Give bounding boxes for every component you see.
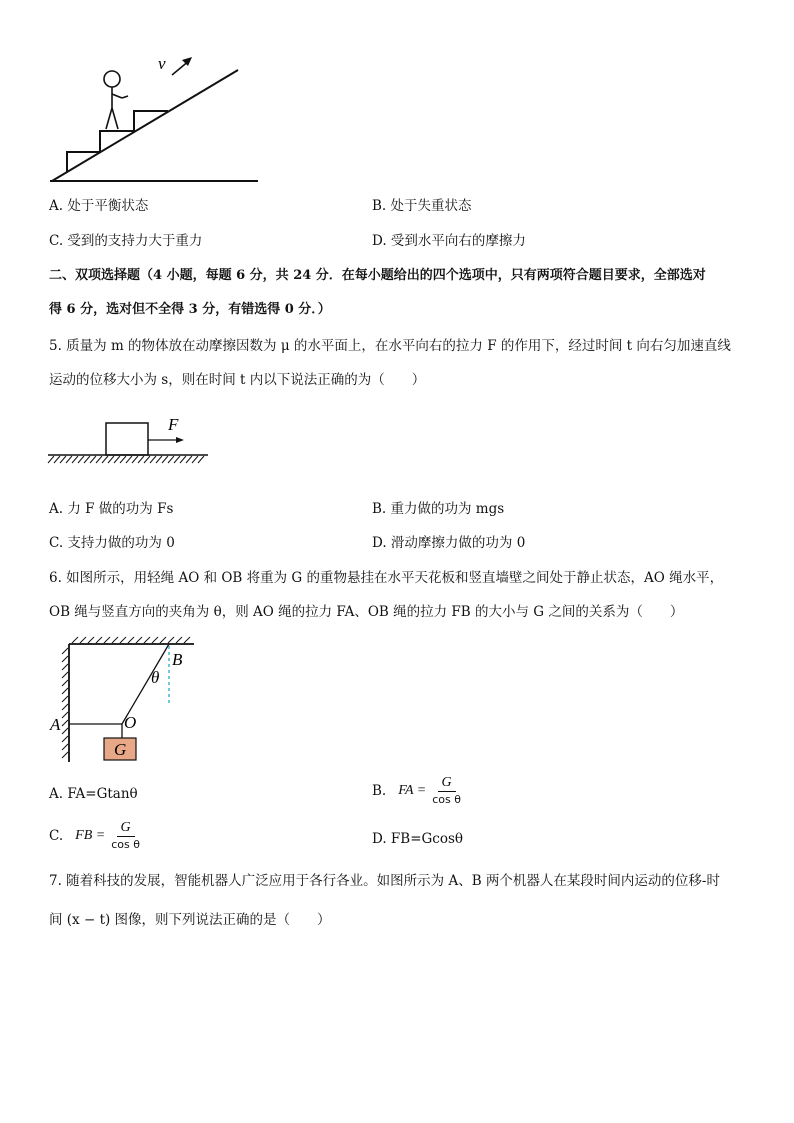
q5-option-c: C. 支持力做的功为 0 bbox=[49, 535, 175, 551]
q6-option-b-numerator: G bbox=[438, 775, 456, 792]
q6-option-b bbox=[372, 775, 461, 807]
angle-theta-label: θ bbox=[151, 668, 160, 687]
section2-heading-line1: 二、双项选择题（4 小题，每题 6 分，共 24 分．在每小题给出的四个选项中，只有两项符合题目要求，全部选对 bbox=[49, 268, 706, 283]
q6-option-c-denominator: cos θ bbox=[111, 838, 140, 851]
q6-stem-line1: 6. 如图所示，用轻绳 AO 和 OB 将重为 G 的重物悬挂在水平天花板和竖直墙壁之间处于静止状态，AO 绳水平， bbox=[49, 570, 724, 586]
q6-option-b-fraction bbox=[432, 775, 461, 807]
q6-option-b-prefix: B. bbox=[372, 783, 387, 799]
q6-option-a: A. FA=Gtanθ bbox=[49, 786, 138, 802]
q7-stem-line2: 间 (x − t) 图像，则下列说法正确的是（ ） bbox=[49, 912, 331, 928]
wall-hatching bbox=[62, 648, 68, 758]
point-b-label: B bbox=[172, 650, 183, 669]
q6-option-b-denominator: cos θ bbox=[432, 793, 461, 806]
section2-heading-line2: 得 6 分，选对但不全得 3 分，有错选得 0 分．） bbox=[49, 302, 331, 317]
escalator-incline bbox=[52, 70, 238, 181]
q6-option-c bbox=[49, 820, 140, 852]
force-arrowhead bbox=[176, 437, 184, 443]
q6-stem-line2: OB 绳与竖直方向的夹角为 θ，则 AO 绳的拉力 FA、OB 绳的拉力 FB 的大小与 G 之间的关系为（ ） bbox=[49, 604, 684, 620]
point-o-label: O bbox=[124, 713, 137, 732]
q6-option-d: D. FB=Gcosθ bbox=[372, 831, 464, 847]
q6-option-c-numerator: G bbox=[117, 820, 135, 837]
velocity-label: v bbox=[158, 54, 166, 73]
q7-stem-line1: 7. 随着科技的发展，智能机器人广泛应用于各行各业。如图所示为 A、B 两个机器人在某段时间内运动的位移-时 bbox=[49, 873, 720, 889]
block-force-figure bbox=[44, 410, 214, 470]
block bbox=[106, 423, 148, 455]
q6-option-c-prefix: C. bbox=[49, 828, 64, 844]
weight-label: G bbox=[114, 740, 127, 759]
q4-option-c: C. 受到的支持力大于重力 bbox=[49, 233, 203, 249]
rope-tension-figure bbox=[44, 634, 204, 764]
q5-stem-line1: 5. 质量为 m 的物体放在动摩擦因数为 μ 的水平面上，在水平向右的拉力 F 的作用下，经过时间 t 向右匀加速直线 bbox=[49, 338, 731, 354]
q6-option-c-fraction bbox=[111, 820, 140, 852]
rope-ob bbox=[122, 644, 169, 724]
floor-hatching bbox=[48, 456, 204, 463]
q6-option-c-lhs: FB = bbox=[75, 828, 106, 843]
q4-option-b: B. 处于失重状态 bbox=[372, 198, 472, 214]
q5-option-d: D. 滑动摩擦力做的功为 0 bbox=[372, 535, 526, 551]
force-label: F bbox=[168, 415, 179, 434]
person-figure bbox=[104, 71, 128, 129]
escalator-figure bbox=[40, 50, 270, 190]
ceiling-hatching bbox=[72, 637, 190, 643]
q6-option-b-lhs: FA = bbox=[398, 783, 427, 798]
point-a-label: A bbox=[50, 715, 61, 734]
q5-option-b: B. 重力做的功为 mgs bbox=[372, 501, 505, 517]
q5-stem-line2: 运动的位移大小为 s，则在时间 t 内以下说法正确的为（ ） bbox=[49, 372, 426, 388]
q4-option-d: D. 受到水平向右的摩擦力 bbox=[372, 233, 526, 249]
q5-option-a: A. 力 F 做的功为 Fs bbox=[49, 501, 174, 517]
q4-option-a: A. 处于平衡状态 bbox=[49, 198, 149, 214]
